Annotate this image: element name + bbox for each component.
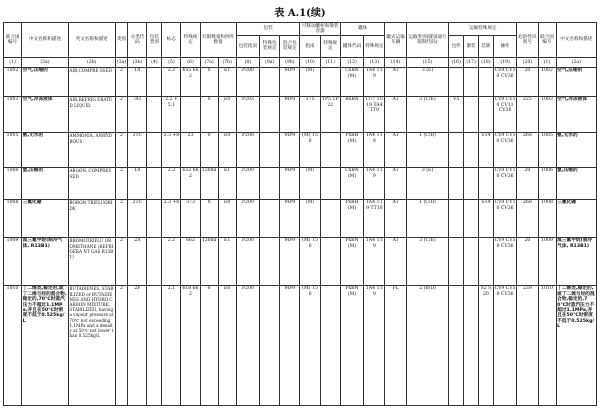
col-num: (3a) bbox=[115, 57, 128, 67]
cell-packing-instruction: P203 bbox=[236, 96, 259, 132]
cell-cn-name: 氩,压缩的 bbox=[22, 167, 69, 199]
cell-un-no: 1002 bbox=[4, 67, 22, 96]
cell-cn-name-right: 空气,压缩的 bbox=[556, 67, 596, 96]
cell-cn-name-right: 丁二烯类,稳定的,或丁二烯与烃的混合物,稳定的,70℃时蒸汽压力不超过1.1MPa,并且在50℃时密度不低于0.525kg/L bbox=[556, 285, 596, 405]
header-loading: 装卸 bbox=[478, 35, 493, 57]
col-num: (19) bbox=[493, 57, 516, 67]
header-tank: 罐体 bbox=[340, 23, 385, 36]
cell-tank-special bbox=[320, 199, 340, 237]
cell-class: 2 bbox=[115, 96, 128, 132]
cell-packing-group bbox=[147, 199, 162, 237]
cell-special-provisions: 655 662 bbox=[181, 67, 200, 96]
col-num: (2b) bbox=[68, 57, 115, 67]
col-num: (7b) bbox=[218, 57, 236, 67]
cell-class-code: 2F bbox=[128, 285, 147, 405]
cell-carriage-operation: CV9 CV10 CV11 CV36 bbox=[493, 96, 516, 132]
header-hin: 危险性识别号 bbox=[517, 23, 538, 58]
header-packing: 包装 bbox=[236, 23, 300, 36]
col-num: (14) bbox=[385, 57, 406, 67]
cell-tank-special bbox=[320, 167, 340, 199]
cell-mixed-packing: MP9 bbox=[280, 285, 300, 405]
cell-class-code: 1A bbox=[128, 167, 147, 199]
cell-tank-special-2: TA4 TT9 TT10 bbox=[364, 199, 385, 237]
cell-un-no-right: 1003 bbox=[538, 96, 556, 132]
cell-tank-code: RxBN bbox=[340, 96, 363, 132]
header-un-no: 联合国编号 bbox=[4, 23, 22, 58]
cell-carriage-loading: S2 S20 bbox=[478, 285, 493, 405]
cell-labels: 2.2 bbox=[162, 67, 181, 96]
cell-tank-special-2: TA4 TT9 bbox=[364, 132, 385, 167]
col-num: (11) bbox=[320, 57, 340, 67]
cell-packing-group bbox=[147, 237, 162, 285]
header-en-name: 英文名称和描述 bbox=[68, 23, 115, 58]
cell-carriage-bulk bbox=[464, 167, 479, 199]
cell-carriage-operation: CV9 CV10 CV36 bbox=[493, 199, 516, 237]
cell-en-name: ARGON, COMPRESSED bbox=[68, 167, 115, 199]
cell-carriage-operation: CV9 CV10 CV36 bbox=[493, 132, 516, 167]
cell-tank-code: CxBN (M) bbox=[340, 167, 363, 199]
cell-carriage-loading bbox=[478, 237, 493, 285]
cell-excepted-qty: E0 bbox=[218, 96, 236, 132]
cell-en-name: AIR,COMPRE SSED bbox=[68, 67, 115, 96]
cell-cn-name: 丁二烯类,稳定的,或丁二烯与烃的混合物,稳定的,70℃时蒸汽压力不超过1.1MPa,并且在50℃时密度不低于0.525kg/L bbox=[22, 285, 69, 405]
header-special-provisions: 特殊规定 bbox=[181, 23, 200, 58]
cell-hazard-id: 268 bbox=[517, 199, 538, 237]
cell-carriage-packages bbox=[449, 132, 464, 167]
cell-class-code: 2A bbox=[128, 237, 147, 285]
cell-mixed-packing: MP9 bbox=[280, 199, 300, 237]
cell-cn-name-right: 空气,冷冻液体 bbox=[556, 96, 596, 132]
cell-mixed-packing: MP9 bbox=[280, 67, 300, 96]
cell-tank-instruction: (M) bbox=[300, 67, 320, 96]
cell-transport-category: 3 (E) bbox=[406, 67, 449, 96]
cell-class: 2 bbox=[115, 132, 128, 167]
table-row bbox=[4, 237, 597, 285]
cell-transport-category: 2 (B/D) bbox=[406, 285, 449, 405]
cell-un-no-right: 1008 bbox=[538, 199, 556, 237]
col-num: (1) bbox=[4, 57, 22, 67]
cell-vehicle: AT bbox=[385, 237, 406, 285]
cell-limited-qty: 120ml bbox=[200, 167, 218, 199]
col-num: (4) bbox=[147, 57, 162, 67]
cell-en-name: BROMOTRIFLU OROMETHANE (REFRIGERA NT GAS R13B1) bbox=[68, 237, 115, 285]
cell-special-packing bbox=[260, 167, 280, 199]
table-row bbox=[4, 96, 597, 132]
header-mp: 混合包装规定 bbox=[280, 35, 300, 57]
header-portable-tank: 可移动罐柜和散装容器 bbox=[301, 23, 339, 34]
header-pp: 特殊包装规定 bbox=[260, 35, 280, 57]
cell-packing-group bbox=[147, 96, 162, 132]
cell-hazard-id: 225 bbox=[517, 96, 538, 132]
cell-class: 2 bbox=[115, 237, 128, 285]
cell-un-no-right: 1006 bbox=[538, 167, 556, 199]
cell-packing-instruction: P200 bbox=[236, 237, 259, 285]
cell-tank-special bbox=[320, 132, 340, 167]
cell-vehicle: AT bbox=[385, 96, 406, 132]
cell-un-no: 1006 bbox=[4, 167, 22, 199]
cell-limited-qty: 0 bbox=[200, 199, 218, 237]
cell-carriage-packages bbox=[449, 199, 464, 237]
cell-packing-group bbox=[147, 167, 162, 199]
cell-labels: 2.2 bbox=[162, 167, 181, 199]
cell-hazard-id: 20 bbox=[517, 167, 538, 199]
cell-carriage-operation: CV9 CV10 CV36 bbox=[493, 237, 516, 285]
header-vehicle: 罐式运输车辆 bbox=[385, 23, 406, 58]
cell-special-packing bbox=[260, 199, 280, 237]
cell-limited-qty: 0 bbox=[200, 96, 218, 132]
cell-tank-special bbox=[320, 285, 340, 405]
cell-carriage-operation: CV9 CV10 CV36 bbox=[493, 67, 516, 96]
cell-tank-special-2: TA4 TT9 bbox=[364, 237, 385, 285]
header-operation: 操作 bbox=[493, 35, 516, 57]
cell-mixed-packing: MP9 bbox=[280, 167, 300, 199]
cell-transport-category: 3 (C/E) bbox=[406, 96, 449, 132]
cell-tank-special-2: TU7 TU19 TA4 TT9 bbox=[364, 96, 385, 132]
cell-carriage-bulk bbox=[464, 96, 479, 132]
cell-tank-instruction: (M) T50 bbox=[300, 132, 320, 167]
col-num: (1) bbox=[538, 57, 556, 67]
cell-tank-code: PxBN (M) bbox=[340, 285, 363, 405]
header-pi: 包装指南 bbox=[236, 35, 259, 57]
cell-tank-code: CxBN (M) bbox=[340, 67, 363, 96]
cell-special-packing bbox=[260, 132, 280, 167]
cell-carriage-operation: CV9 CV10 CV36 bbox=[493, 285, 516, 405]
col-num: (12) bbox=[340, 57, 363, 67]
table-row bbox=[4, 285, 597, 405]
cell-cn-name-right: 溴三氟甲烷(制冷气体, R13B1) bbox=[556, 237, 596, 285]
column-number-row bbox=[4, 57, 597, 67]
col-num: (2a) bbox=[556, 57, 596, 67]
cell-class-code: 2TC bbox=[128, 199, 147, 237]
cell-carriage-loading bbox=[478, 96, 493, 132]
col-num: (3b) bbox=[128, 57, 147, 67]
cell-packing-instruction: P200 bbox=[236, 285, 259, 405]
cell-limited-qty: 0 bbox=[200, 67, 218, 96]
cell-class-code: 2TC bbox=[128, 132, 147, 167]
cell-excepted-qty: E1 bbox=[218, 167, 236, 199]
cell-excepted-qty: E0 bbox=[218, 285, 236, 405]
cell-class: 2 bbox=[115, 285, 128, 405]
col-num: (9b) bbox=[280, 57, 300, 67]
col-num: (16) bbox=[449, 57, 464, 67]
header-tank-sp: 特殊规定 bbox=[320, 35, 340, 57]
cell-special-packing bbox=[260, 285, 280, 405]
cell-labels: 2.2 +5.1 bbox=[162, 96, 181, 132]
header-limited-excepted: 有限数量和例外数量 bbox=[200, 23, 236, 58]
col-num: (18) bbox=[478, 57, 493, 67]
cell-carriage-bulk bbox=[464, 237, 479, 285]
col-num: (5) bbox=[162, 57, 181, 67]
cell-vehicle: AT bbox=[385, 67, 406, 96]
cell-labels: 2.1 bbox=[162, 285, 181, 405]
cell-class-code: 3O bbox=[128, 96, 147, 132]
cell-transport-category: 3 (E) bbox=[406, 167, 449, 199]
cell-tank-special: TP5 TP22 bbox=[320, 96, 340, 132]
cell-hazard-id: 268 bbox=[517, 132, 538, 167]
header-tank-instr: 指南 bbox=[300, 35, 320, 57]
col-num: (10) bbox=[300, 57, 320, 67]
cell-cn-name-right: 氨,无水的 bbox=[556, 132, 596, 167]
cell-cn-name-right: 三氟化硼 bbox=[556, 199, 596, 237]
cell-special-provisions: 618 662 bbox=[181, 285, 200, 405]
table-row bbox=[4, 67, 597, 96]
cell-labels: 2.3 +8 bbox=[162, 132, 181, 167]
cell-transport-category: 1 (C/D) bbox=[406, 199, 449, 237]
cell-class-code: 1A bbox=[128, 67, 147, 96]
cell-tank-code: PxBN (M) bbox=[340, 237, 363, 285]
header-packages: 包件 bbox=[449, 35, 464, 57]
col-num: (13) bbox=[364, 57, 385, 67]
cell-special-provisions bbox=[181, 96, 200, 132]
header-class-code: 分类代码 bbox=[128, 23, 147, 58]
cell-packing-instruction: P200 bbox=[236, 167, 259, 199]
cell-cn-name-right: 氩,压缩的 bbox=[556, 167, 596, 199]
cell-tank-code: PxBH (M) bbox=[340, 199, 363, 237]
cell-carriage-operation: CV9 CV10 CV36 bbox=[493, 167, 516, 199]
cell-mixed-packing: MP9 bbox=[280, 132, 300, 167]
table-body bbox=[4, 67, 597, 405]
header-labels: 标志 bbox=[162, 23, 181, 58]
cell-carriage-bulk bbox=[464, 132, 479, 167]
cell-special-provisions: 662 bbox=[181, 237, 200, 285]
cell-packing-instruction: P200 bbox=[236, 199, 259, 237]
cell-vehicle: AT bbox=[385, 199, 406, 237]
col-num: (20) bbox=[517, 57, 538, 67]
cell-en-name: AMMONIA, ANHYDROUS bbox=[68, 132, 115, 167]
cell-tank-instruction: (M) T50 bbox=[300, 285, 320, 405]
cell-hazard-id: 20 bbox=[517, 237, 538, 285]
cell-cn-name: 溴三氟甲烷(制冷气体, R13B1) bbox=[22, 237, 69, 285]
header-tank-sp2: 特殊规定 bbox=[364, 35, 385, 57]
cell-excepted-qty: E1 bbox=[218, 237, 236, 285]
cell-special-provisions: 373 bbox=[181, 199, 200, 237]
cell-un-no: 1010 bbox=[4, 285, 22, 405]
cell-excepted-qty: E0 bbox=[218, 132, 236, 167]
cell-transport-category: 1 (C/D) bbox=[406, 132, 449, 167]
table-row bbox=[4, 167, 597, 199]
cell-vehicle: AT bbox=[385, 132, 406, 167]
cell-special-provisions: 653 662 bbox=[181, 167, 200, 199]
cell-carriage-packages bbox=[449, 237, 464, 285]
cell-en-name: AIR,REFRIG ERATED LIQUID bbox=[68, 96, 115, 132]
col-num: (6) bbox=[181, 57, 200, 67]
cell-special-provisions: 23 bbox=[181, 132, 200, 167]
cell-un-no: 1005 bbox=[4, 132, 22, 167]
header-row-1 bbox=[4, 23, 597, 36]
cell-tank-special-2: TA4 TT9 bbox=[364, 285, 385, 405]
table-row bbox=[4, 132, 597, 167]
cell-un-no-right: 1002 bbox=[538, 67, 556, 96]
cell-carriage-bulk bbox=[464, 199, 479, 237]
header-un-no-right: 联合国编号 bbox=[538, 23, 556, 58]
col-num: (2a) bbox=[22, 57, 69, 67]
cell-en-name: BUTADIENES, STABILIZED or BUTADIENES AND HYDRO CARBON MIXTURE, STABILIZED, having a vapour pressure at 70℃ not exceeding 1.1MPa and a density at 50℃ not lower than 0.525kg/L bbox=[68, 285, 115, 405]
header-cn-name-right: 中文名称和描述 bbox=[556, 23, 596, 58]
cell-carriage-bulk bbox=[464, 67, 479, 96]
cell-packing-group bbox=[147, 67, 162, 96]
cell-special-packing bbox=[260, 96, 280, 132]
cell-hazard-id: 20 bbox=[517, 67, 538, 96]
cell-class: 2 bbox=[115, 167, 128, 199]
table-title: 表 A.1(续) bbox=[274, 8, 326, 19]
cell-tank-instruction: (M) bbox=[300, 199, 320, 237]
col-num: (7a) bbox=[200, 57, 218, 67]
cell-labels: 2.3 +8 bbox=[162, 199, 181, 237]
cell-hazard-id: 239 bbox=[517, 285, 538, 405]
cell-cn-name: 氨,无水的 bbox=[22, 132, 69, 167]
col-num: (9a) bbox=[260, 57, 280, 67]
cell-un-no-right: 1009 bbox=[538, 237, 556, 285]
cell-un-no-right: 1005 bbox=[538, 132, 556, 167]
cell-limited-qty: 0 bbox=[200, 285, 218, 405]
header-cn-name: 中文名称和描述 bbox=[22, 23, 69, 58]
cell-excepted-qty: E1 bbox=[218, 67, 236, 96]
cell-tank-special-2: TA4 TT9 bbox=[364, 67, 385, 96]
cell-vehicle: AT bbox=[385, 167, 406, 199]
cell-labels: 2.2 bbox=[162, 237, 181, 285]
header-bulk: 散装 bbox=[464, 35, 479, 57]
cell-limited-qty: 0 bbox=[200, 132, 218, 167]
cell-packing-instruction: P200 bbox=[236, 67, 259, 96]
table-row bbox=[4, 199, 597, 237]
cell-vehicle: FL bbox=[385, 285, 406, 405]
cell-mixed-packing: MP9 bbox=[280, 96, 300, 132]
cell-mixed-packing: MP9 bbox=[280, 237, 300, 285]
cell-class: 2 bbox=[115, 67, 128, 96]
cell-tank-instruction: T75 bbox=[300, 96, 320, 132]
cell-un-no: 1009 bbox=[4, 237, 22, 285]
header-packing-group: 包装类别 bbox=[147, 23, 162, 58]
cell-tank-instruction: (M) T50 bbox=[300, 237, 320, 285]
cell-tank-instruction: (M) bbox=[300, 167, 320, 199]
cell-carriage-loading: S14 bbox=[478, 132, 493, 167]
col-num: (8) bbox=[236, 57, 259, 67]
cell-carriage-loading bbox=[478, 67, 493, 96]
cell-packing-group bbox=[147, 132, 162, 167]
cell-tank-special-2: TA4 TT9 bbox=[364, 167, 385, 199]
cell-limited-qty: 120ml bbox=[200, 237, 218, 285]
cell-cn-name: 空气,冷冻液体 bbox=[22, 96, 69, 132]
col-num: (17) bbox=[464, 57, 479, 67]
cell-carriage-loading bbox=[478, 167, 493, 199]
cell-packing-group bbox=[147, 285, 162, 405]
cell-un-no: 1003 bbox=[4, 96, 22, 132]
cell-class: 2 bbox=[115, 199, 128, 237]
cell-tank-special bbox=[320, 237, 340, 285]
dangerous-goods-table bbox=[3, 22, 597, 406]
header-class: 类别 bbox=[115, 23, 128, 58]
cell-special-packing bbox=[260, 67, 280, 96]
header-transport-category: 运输类别(隧道通行限制代码) bbox=[406, 23, 449, 58]
col-num: (15) bbox=[406, 57, 449, 67]
header-tank-code: 罐体代码 bbox=[340, 35, 363, 57]
cell-carriage-packages: V5 bbox=[449, 96, 464, 132]
cell-en-name: BORON TRIFLUORIDE bbox=[68, 199, 115, 237]
cell-carriage-bulk bbox=[464, 285, 479, 405]
cell-cn-name: 空气,压缩的 bbox=[22, 67, 69, 96]
cell-un-no: 1008 bbox=[4, 199, 22, 237]
cell-carriage-loading: S14 bbox=[478, 199, 493, 237]
header-special-carriage: 运输特殊规定 bbox=[449, 23, 517, 36]
cell-carriage-packages bbox=[449, 285, 464, 405]
cell-tank-special bbox=[320, 67, 340, 96]
cell-cn-name: 三氟化硼 bbox=[22, 199, 69, 237]
cell-transport-category: 3 (C/E) bbox=[406, 237, 449, 285]
cell-carriage-packages bbox=[449, 67, 464, 96]
cell-excepted-qty: E0 bbox=[218, 199, 236, 237]
cell-un-no-right: 1010 bbox=[538, 285, 556, 405]
cell-packing-instruction: P200 bbox=[236, 132, 259, 167]
cell-carriage-packages bbox=[449, 167, 464, 199]
cell-special-packing bbox=[260, 237, 280, 285]
cell-tank-code: PxBH (M) bbox=[340, 132, 363, 167]
